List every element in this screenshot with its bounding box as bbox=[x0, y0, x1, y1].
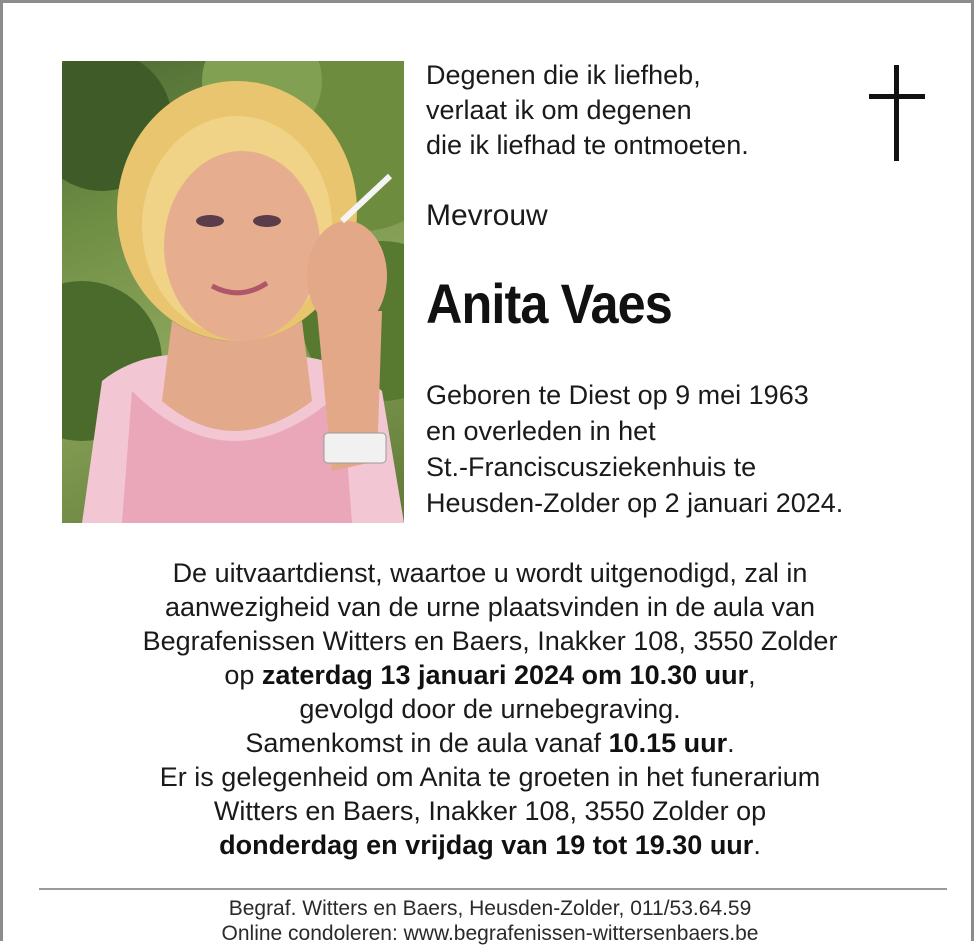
service-line: De uitvaartdienst, waartoe u wordt uitgenodigd, zal in bbox=[172, 558, 808, 588]
service-line: Witters en Baers, Inakker 108, 3550 Zolder op bbox=[213, 796, 767, 826]
condolence-link[interactable]: Online condoleren: www.begrafenissen-wittersenbaers.be bbox=[221, 922, 759, 945]
service-announcement bbox=[3, 556, 977, 862]
poem-line: verlaat ik om degenen bbox=[426, 95, 692, 125]
cross-icon bbox=[869, 65, 925, 161]
bio-line: Heusden-Zolder op 2 januari 2024. bbox=[426, 488, 844, 518]
service-line: Begrafenissen Witters en Baers, Inakker 108, 3550 Zolder bbox=[142, 626, 838, 656]
deceased-name: Anita Vaes bbox=[426, 272, 672, 335]
footer bbox=[3, 896, 977, 946]
service-line bbox=[3, 828, 977, 862]
service-line bbox=[3, 658, 977, 692]
service-text: op bbox=[224, 660, 262, 690]
service-text: , bbox=[748, 660, 756, 690]
funeral-home-contact: Begraf. Witters en Baers, Heusden-Zolder, 011/53.64.59 bbox=[228, 897, 752, 920]
service-text: . bbox=[753, 830, 761, 860]
life-details bbox=[426, 377, 843, 521]
service-line: aanwezigheid van de urne plaatsvinden in de aula van bbox=[165, 592, 815, 622]
bio-line: Geboren te Diest op 9 mei 1963 bbox=[426, 380, 809, 410]
divider bbox=[39, 888, 947, 890]
service-line bbox=[3, 726, 977, 760]
bio-line: en overleden in het bbox=[426, 416, 656, 446]
service-text: . bbox=[727, 728, 735, 758]
memorial-poem bbox=[426, 58, 749, 163]
portrait-photo bbox=[62, 61, 404, 523]
poem-line: die ik liefhad te ontmoeten. bbox=[426, 130, 749, 160]
salutation: Mevrouw bbox=[426, 199, 548, 232]
visitation-times: donderdag en vrijdag van 19 tot 19.30 uur bbox=[219, 830, 754, 860]
service-datetime: zaterdag 13 januari 2024 om 10.30 uur bbox=[261, 660, 749, 690]
service-line: Er is gelegenheid om Anita te groeten in het funerarium bbox=[159, 762, 821, 792]
gathering-time: 10.15 uur bbox=[608, 728, 728, 758]
service-text: Samenkomst in de aula vanaf bbox=[245, 728, 609, 758]
poem-line: Degenen die ik liefheb, bbox=[426, 60, 701, 90]
service-line: gevolgd door de urnebegraving. bbox=[299, 694, 681, 724]
bio-line: St.-Franciscusziekenhuis te bbox=[426, 452, 757, 482]
portrait-illustration bbox=[62, 61, 404, 523]
